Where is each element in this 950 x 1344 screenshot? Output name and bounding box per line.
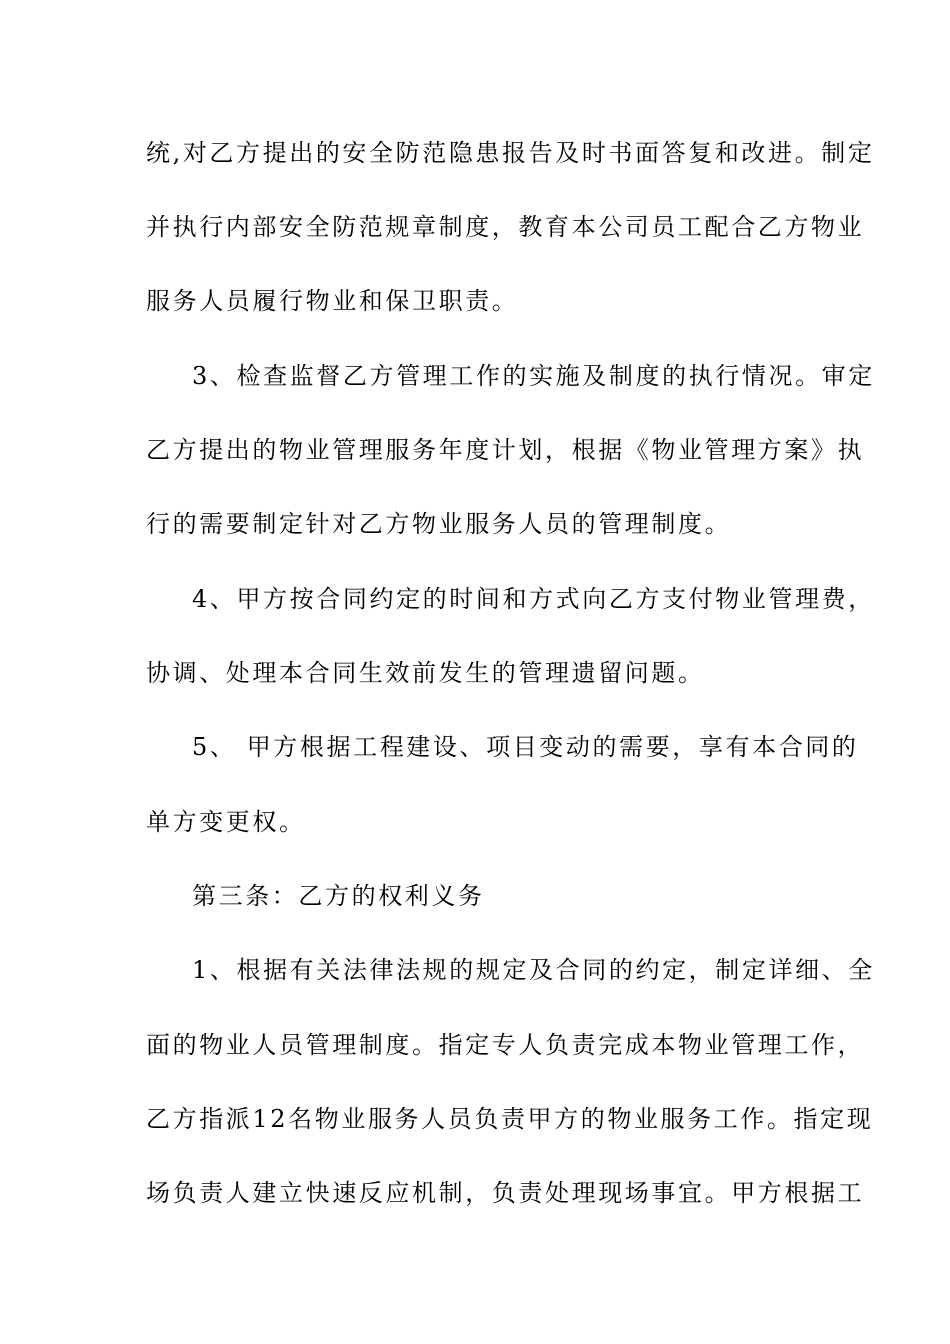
paragraph-line: 统,对乙方提出的安全防范隐患报告及时书面答复和改进。制定	[146, 139, 875, 167]
paragraph-line: 乙方指派12名物业服务人员负责甲方的物业服务工作。指定现	[146, 1105, 874, 1133]
paragraph-line: 行的需要制定针对乙方物业服务人员的管理制度。	[146, 510, 732, 538]
paragraph-line: 乙方提出的物业管理服务年度计划，根据《物业管理方案》执	[146, 436, 865, 464]
clause-1-line: 1、根据有关法律法规的规定及合同的约定，制定详细、全	[192, 956, 875, 984]
clause-3-line: 3、检查监督乙方管理工作的实施及制度的执行情况。审定	[192, 362, 875, 390]
clause-5-line: 5、 甲方根据工程建设、项目变动的需要，享有本合同的	[192, 733, 859, 761]
section-heading: 第三条：乙方的权利义务	[192, 882, 485, 910]
paragraph-line: 服务人员履行物业和保卫职责。	[146, 287, 519, 315]
paragraph-line: 单方变更权。	[146, 808, 306, 836]
paragraph-line: 场负责人建立快速反应机制，负责处理现场事宜。甲方根据工	[146, 1179, 865, 1207]
paragraph-line: 协调、处理本合同生效前发生的管理遗留问题。	[146, 659, 705, 687]
paragraph-line: 并执行内部安全防范规章制度，教育本公司员工配合乙方物业	[146, 213, 865, 241]
paragraph-line: 面的物业人员管理制度。指定专人负责完成本物业管理工作，	[146, 1031, 865, 1059]
clause-4-line: 4、甲方按合同约定的时间和方式向乙方支付物业管理费，	[192, 585, 875, 613]
